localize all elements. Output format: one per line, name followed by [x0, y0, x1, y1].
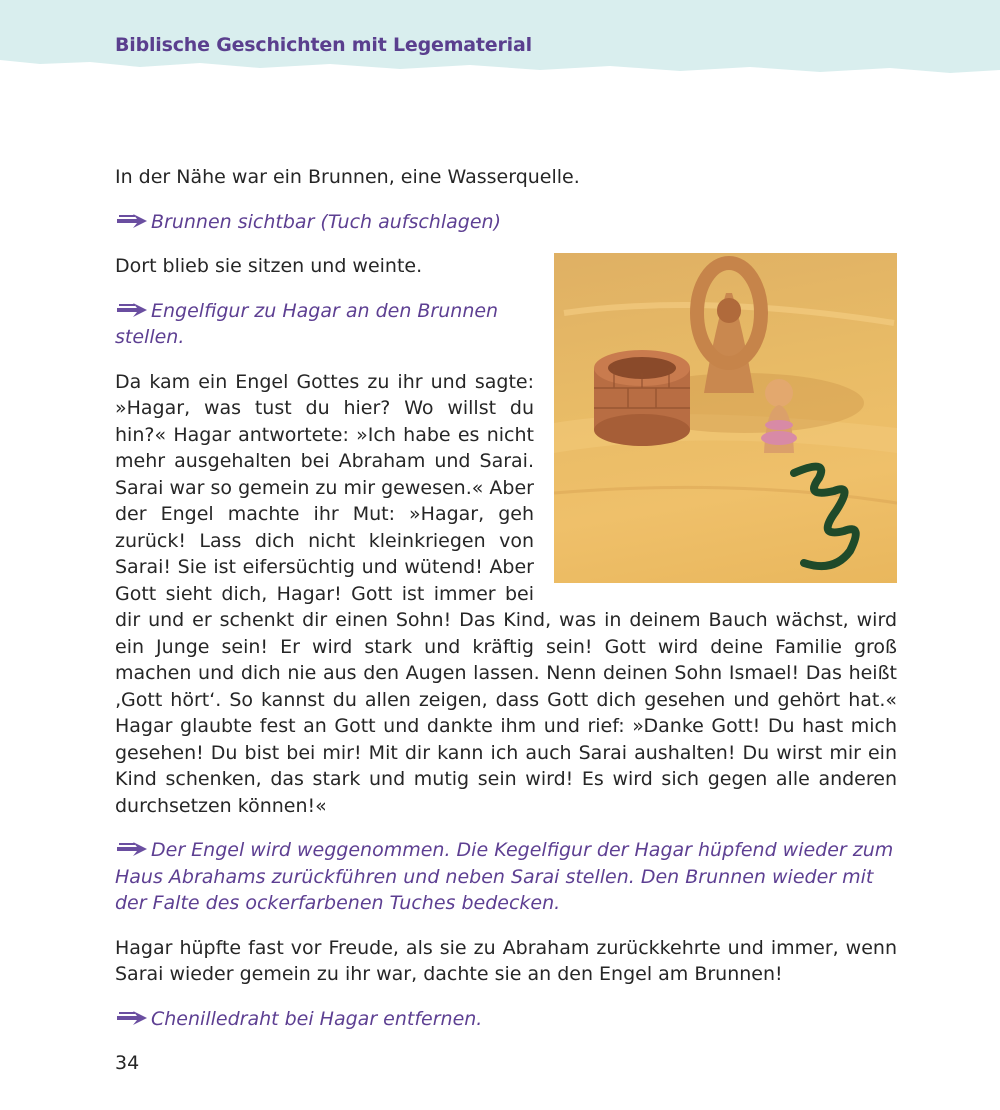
instruction-note: [115, 837, 897, 917]
paragraph: Da kam ein Engel Gottes zu ihr und sagte: »Hagar, was tust du hier? Wo willst du hin?« Hagar antwortete: »Ich habe es nicht mehr ausgehalten bei Abraham und Sarai. Sarai war so gemein zu mir gewesen.« Aber der Engel machte ihr Mut: »Hagar, geh zurück! Lass dich nicht kleinkriegen von Sarai! Sie ist eifersüchtig und wütend! Aber Gott sieht dich, Hagar! Gott ist immer bei dir und er schenkt dir einen Sohn! Das Kind, was in deinem Bauch wächst, wird ein Junge sein! Er wird stark und kräftig sein! Gott wird deine Familie groß machen und dich nie aus den Augen lassen. Nenn deinen Sohn Ismael! Das heißt ‚Gott hört‘. So kannst du allen zeigen, dass Gott dich gesehen und gehört hat.« Hagar glaubte fest an Gott und dankte ihm und rief: »Danke Gott! Du hast mich gesehen! Du bist bei mir! Mit dir kann ich auch Sarai aushalten! Du wirst mir ein Kind schenken, das stark und mutig sein wird! Es wird sich gegen alle anderen durchsetzen können!«: [115, 370, 897, 817]
page-content: [115, 164, 897, 1050]
paragraph: In der Nähe war ein Brunnen, eine Wasserquelle.: [115, 166, 580, 188]
page-number: 34: [115, 1052, 140, 1074]
arrow-right-icon: [115, 840, 149, 858]
instruction-note: [115, 1006, 897, 1033]
paragraph: Hagar hüpfte fast vor Freude, als sie zu Abraham zurückkehrte und immer, wenn Sarai wieder gemein zu ihr war, dachte sie an den Engel am Brunnen!: [115, 936, 897, 985]
header-band: [0, 0, 1000, 82]
paragraph: Dort blieb sie sitzen und weinte.: [115, 255, 423, 277]
instruction-note: [115, 209, 897, 236]
instruction-text: Engelfigur zu Hagar an den Brunnen stellen.: [115, 299, 499, 348]
arrow-right-icon: [115, 301, 149, 319]
arrow-right-icon: [115, 212, 149, 230]
photo-well-angel-figure: [554, 253, 897, 583]
instruction-text: Der Engel wird weggenommen. Die Kegelfigur der Hagar hüpfend wieder zum Haus Abrahams zurückführen und neben Sarai stellen. Den Brunnen wieder mit der Falte des ockerfarbenen Tuches bedecken.: [115, 839, 894, 914]
running-header-title: Biblische Geschichten mit Legematerial: [115, 34, 532, 56]
instruction-text: Brunnen sichtbar (Tuch aufschlagen): [151, 210, 501, 233]
arrow-right-icon: [115, 1009, 149, 1027]
instruction-text: Chenilledraht bei Hagar entfernen.: [151, 1007, 483, 1030]
